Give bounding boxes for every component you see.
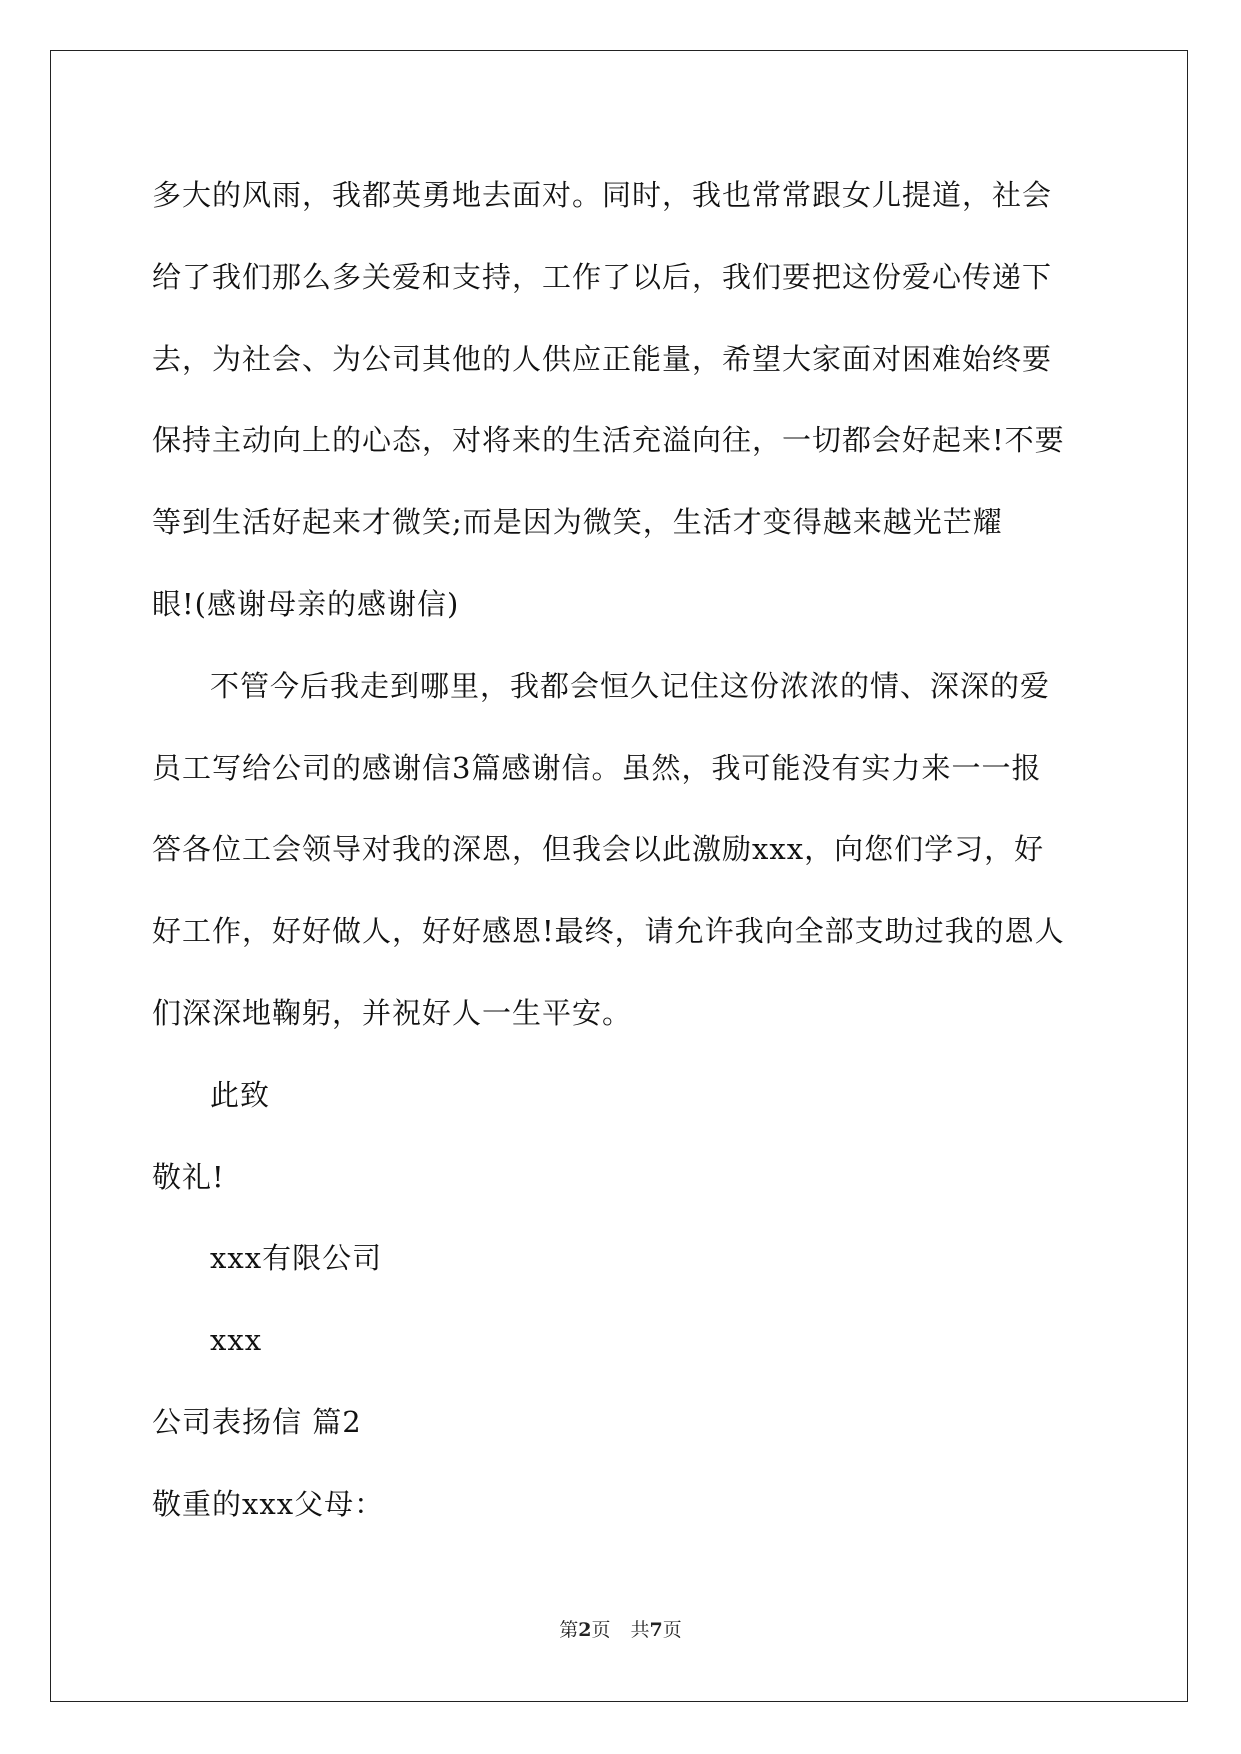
text-line-9: 答各位工会领导对我的深恩，但我会以此激励xxx，向您们学习，好 <box>152 832 1045 867</box>
section-heading: 公司表扬信 篇2 <box>152 1404 362 1439</box>
text-line-8: 员工写给公司的感谢信3篇感谢信。虽然，我可能没有实力来一一报 <box>152 750 1042 785</box>
footer-total-prefix: 共 <box>630 1619 650 1641</box>
footer-page-prefix: 第 <box>559 1619 579 1641</box>
closing-regards: 敬礼! <box>152 1159 225 1194</box>
letter-greeting: 敬重的xxx父母： <box>152 1486 385 1521</box>
document-body <box>152 155 1089 1546</box>
text-line-2: 给了我们那么多关爱和支持，工作了以后，我们要把这份爱心传递下 <box>152 259 1053 294</box>
footer-total-unit: 页 <box>662 1619 682 1641</box>
text-line-6: 眼!(感谢母亲的感谢信) <box>152 586 460 621</box>
footer-page-unit: 页 <box>591 1619 611 1641</box>
text-line-1: 多大的风雨，我都英勇地去面对。同时，我也常常跟女儿提道，社会 <box>152 178 1053 212</box>
page-footer <box>0 1615 1241 1642</box>
signature-company: xxx有限公司 <box>210 1241 383 1276</box>
text-line-4: 保持主动向上的心态，对将来的生活充溢向往，一切都会好起来!不要 <box>152 423 1065 458</box>
text-line-7: 不管今后我走到哪里，我都会恒久记住这份浓浓的情、深深的爱 <box>210 668 1051 703</box>
closing-salutation: 此致 <box>210 1077 271 1112</box>
text-line-11: 们深深地鞠躬，并祝好人一生平安。 <box>152 995 633 1030</box>
signature-name: xxx <box>210 1323 263 1358</box>
text-line-5: 等到生活好起来才微笑;而是因为微笑，生活才变得越来越光芒耀 <box>152 505 1003 540</box>
footer-page-current: 2 <box>578 1619 592 1641</box>
footer-page-total: 7 <box>649 1619 663 1641</box>
text-line-10: 好工作，好好做人，好好感恩!最终，请允许我向全部支助过我的恩人 <box>152 914 1065 949</box>
text-line-3: 去，为社会、为公司其他的人供应正能量，希望大家面对困难始终要 <box>152 341 1053 376</box>
